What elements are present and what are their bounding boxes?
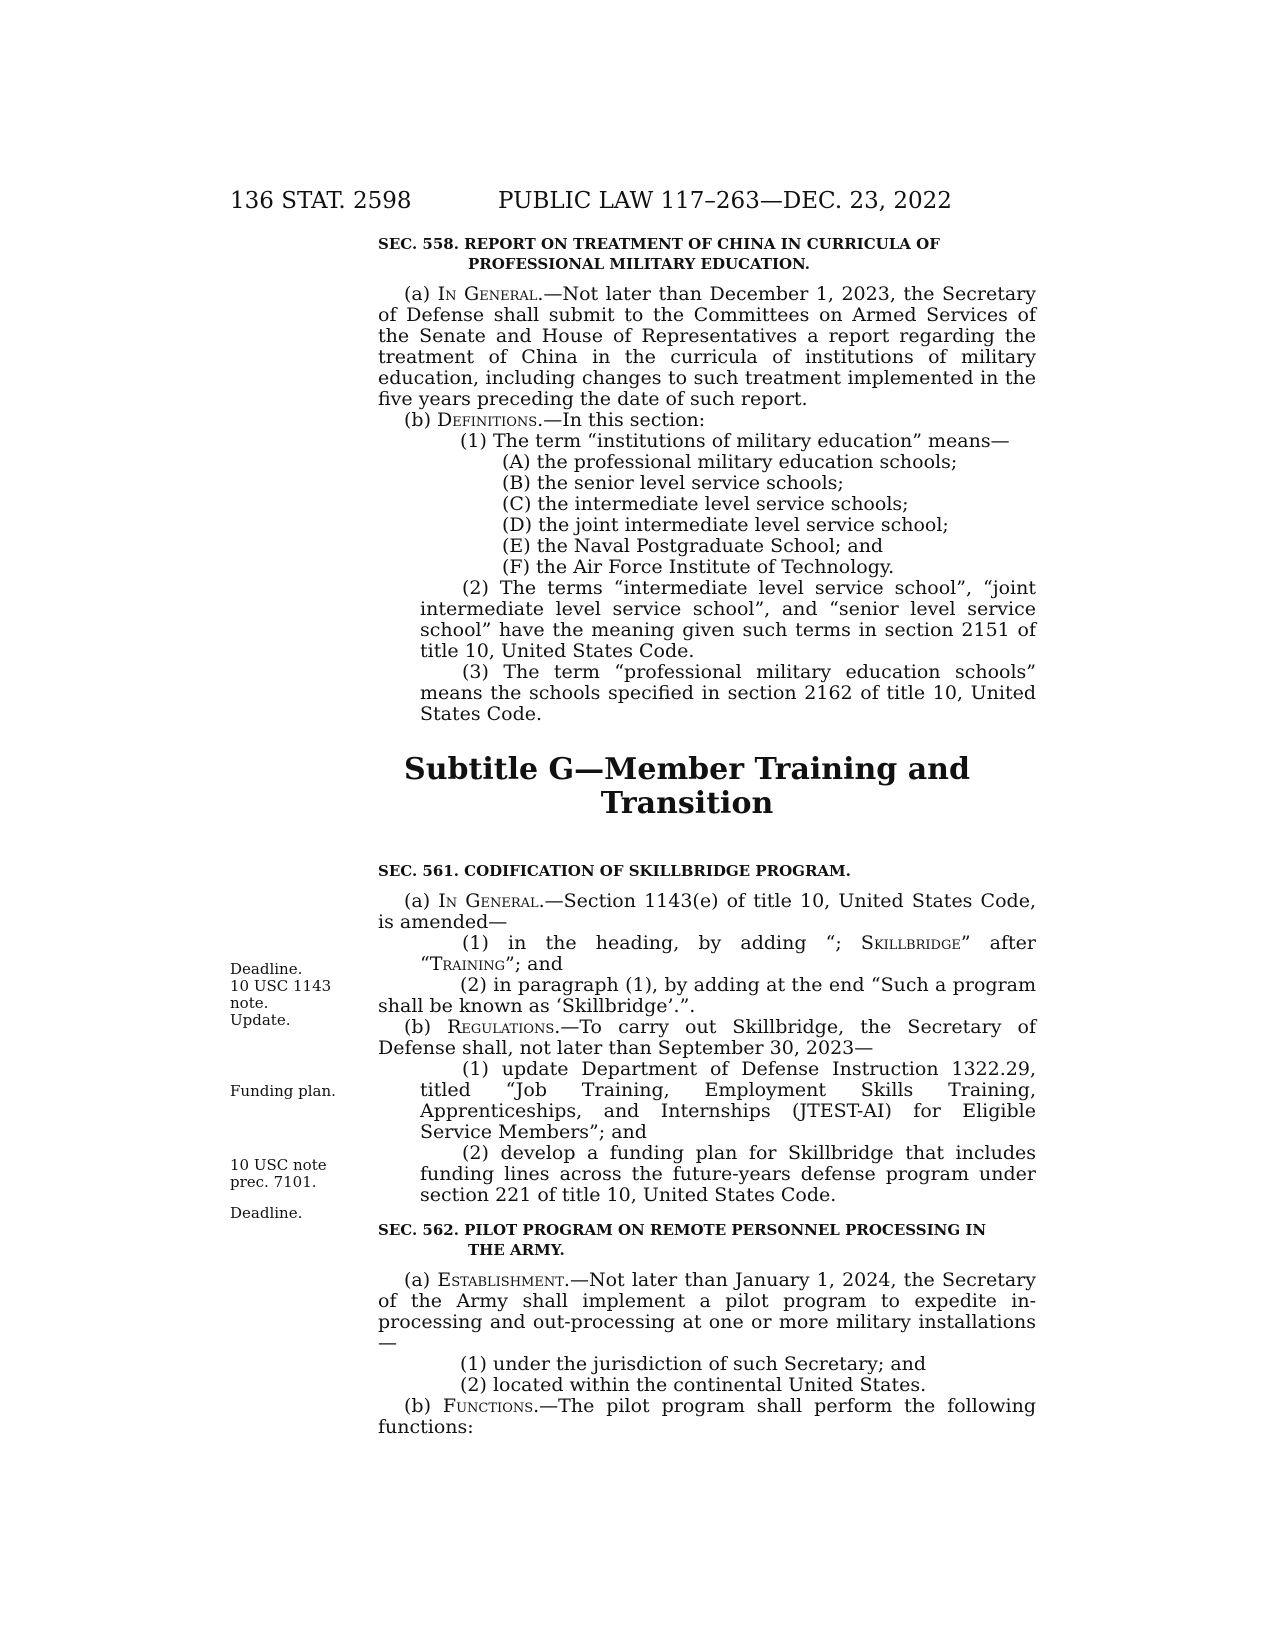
subsection-label: (b) — [404, 409, 438, 431]
main-text — [378, 234, 1036, 1438]
subsection-text: .—The pilot program shall perform the following functions: — [378, 1395, 1036, 1438]
section-heading-561: SEC. 561. CODIFICATION OF SKILLBRIDGE PROGRAM. — [378, 862, 851, 880]
margin-note-deadline-561 — [230, 961, 331, 1029]
subtitle-heading — [338, 753, 1036, 821]
folio: 136 STAT. 2598 — [230, 188, 412, 214]
paragraph-558-b2: (2) The terms “intermediate level service school”, “joint intermediate level service school”, and “senior level service school” have the meaning given such terms in section 2151 of title 10, United States Code. — [420, 577, 1036, 662]
subtitle-line: Subtitle G—Member Training and — [404, 752, 970, 787]
section-heading-562 — [378, 1220, 1036, 1260]
text-run: ”; and — [504, 953, 563, 975]
paragraph-558-b1: (1) The term “institutions of military education” means— — [460, 430, 1010, 452]
subsection-label: (b) — [404, 1395, 443, 1417]
subsection-label: (a) — [404, 283, 438, 305]
subsection-caption: In General — [438, 890, 539, 912]
paragraph-562-a1: (1) under the jurisdiction of such Secretary; and — [460, 1353, 927, 1375]
paragraph-561-a1 — [378, 933, 1036, 975]
subsection-text: .—Not later than January 1, 2024, the Secretary of the Army shall implement a pilot program to expedite in-processing and out-processing at one or more military installations— — [378, 1269, 1036, 1354]
subsection-label: (a) — [404, 890, 439, 912]
list-item: (A) the professional military education schools; — [502, 451, 958, 473]
subsection-caption: Regulations — [447, 1016, 555, 1038]
subsection-caption: Establishment — [437, 1269, 564, 1291]
list-item: (B) the senior level service schools; — [502, 472, 844, 494]
paragraph-562-a2: (2) located within the continental United States. — [460, 1374, 927, 1396]
subsection-text: .—In this section: — [537, 409, 706, 431]
heading-line: THE ARMY. — [468, 1241, 565, 1259]
subsection-text: .—To carry out Skillbridge, the Secretary of Defense shall, not later than September 30, 2023— — [378, 1016, 1036, 1059]
subsection-caption: In General — [437, 283, 538, 305]
margin-note-line: 10 USC note — [230, 1156, 327, 1174]
subsection-label: (b) — [404, 1016, 448, 1038]
heading-line: SEC. 558. REPORT ON TREATMENT OF CHINA IN CURRICULA OF — [378, 235, 940, 253]
subsection-558-b — [378, 410, 1036, 431]
list-item: (D) the joint intermediate level service school; — [502, 514, 949, 536]
subsection-caption: Definitions — [437, 409, 538, 431]
small-caps-run: Training — [429, 953, 505, 975]
heading-line: SEC. 562. PILOT PROGRAM ON REMOTE PERSONNEL PROCESSING IN — [378, 1221, 987, 1239]
margin-note-line: Update. — [230, 1011, 291, 1029]
section-heading-558 — [378, 234, 1036, 274]
subsection-text: .—Section 1143(e) of title 10, United States Code, is amended— — [378, 890, 1036, 933]
margin-note-usc-562 — [230, 1157, 327, 1191]
subsection-562-b — [378, 1396, 1036, 1438]
paragraph-561-b2: (2) develop a funding plan for Skillbridge that includes funding lines across the future-years defense program under section 221 of title 10, United States Code. — [420, 1142, 1036, 1206]
small-caps-run: Skillbridge — [860, 932, 961, 954]
subsection-caption: Functions — [442, 1395, 534, 1417]
subsection-label: (a) — [404, 1269, 438, 1291]
subsection-561-b — [378, 1017, 1036, 1059]
subsection-561-a — [378, 891, 1036, 933]
list-item: (C) the intermediate level service schools; — [502, 493, 909, 515]
running-head: PUBLIC LAW 117–263—DEC. 23, 2022 — [498, 188, 952, 214]
paragraph-561-a2: (2) in paragraph (1), by adding at the end “Such a program shall be known as ‘Skillbridge’.”. — [378, 974, 1036, 1017]
spacer — [378, 1206, 1036, 1220]
list-item: (E) the Naval Postgraduate School; and — [502, 535, 884, 557]
text-run: ” after “ — [420, 932, 1036, 975]
subsection-text: .—Not later than December 1, 2023, the Secretary of Defense shall submit to the Committees on Armed Services of the Senate and House of Representatives a report regarding the treatment of China in the curricula of institutions of military education, including changes to such treatment implemented in the five years preceding the date of such report. — [378, 283, 1036, 410]
paragraph-558-b3: (3) The term “professional military education schools” means the schools specified in section 2162 of title 10, United States Code. — [420, 661, 1036, 725]
subsection-558-a — [378, 284, 1036, 410]
text-run: (1) in the heading, by adding “; — [462, 932, 861, 954]
margin-note-line: Deadline. — [230, 1204, 303, 1222]
margin-note-line: Deadline. — [230, 960, 303, 978]
margin-note-line: prec. 7101. — [230, 1173, 317, 1191]
margin-note-line: 10 USC 1143 — [230, 977, 332, 995]
heading-line: PROFESSIONAL MILITARY EDUCATION. — [468, 255, 811, 273]
paragraph-561-b1: (1) update Department of Defense Instruction 1322.29, titled “Job Training, Employment Skills Training, Apprenticeships, and Internships (JTEST-AI) for Eligible Service Members”; and — [420, 1058, 1036, 1143]
margin-note-line: Funding plan. — [230, 1082, 336, 1100]
margin-note-line: note. — [230, 994, 269, 1012]
margin-note-deadline-562 — [230, 1205, 302, 1222]
subtitle-line: Transition — [600, 786, 774, 821]
subsection-562-a — [378, 1270, 1036, 1354]
margin-note-funding-plan — [230, 1083, 336, 1100]
list-item: (F) the Air Force Institute of Technology. — [502, 556, 895, 578]
